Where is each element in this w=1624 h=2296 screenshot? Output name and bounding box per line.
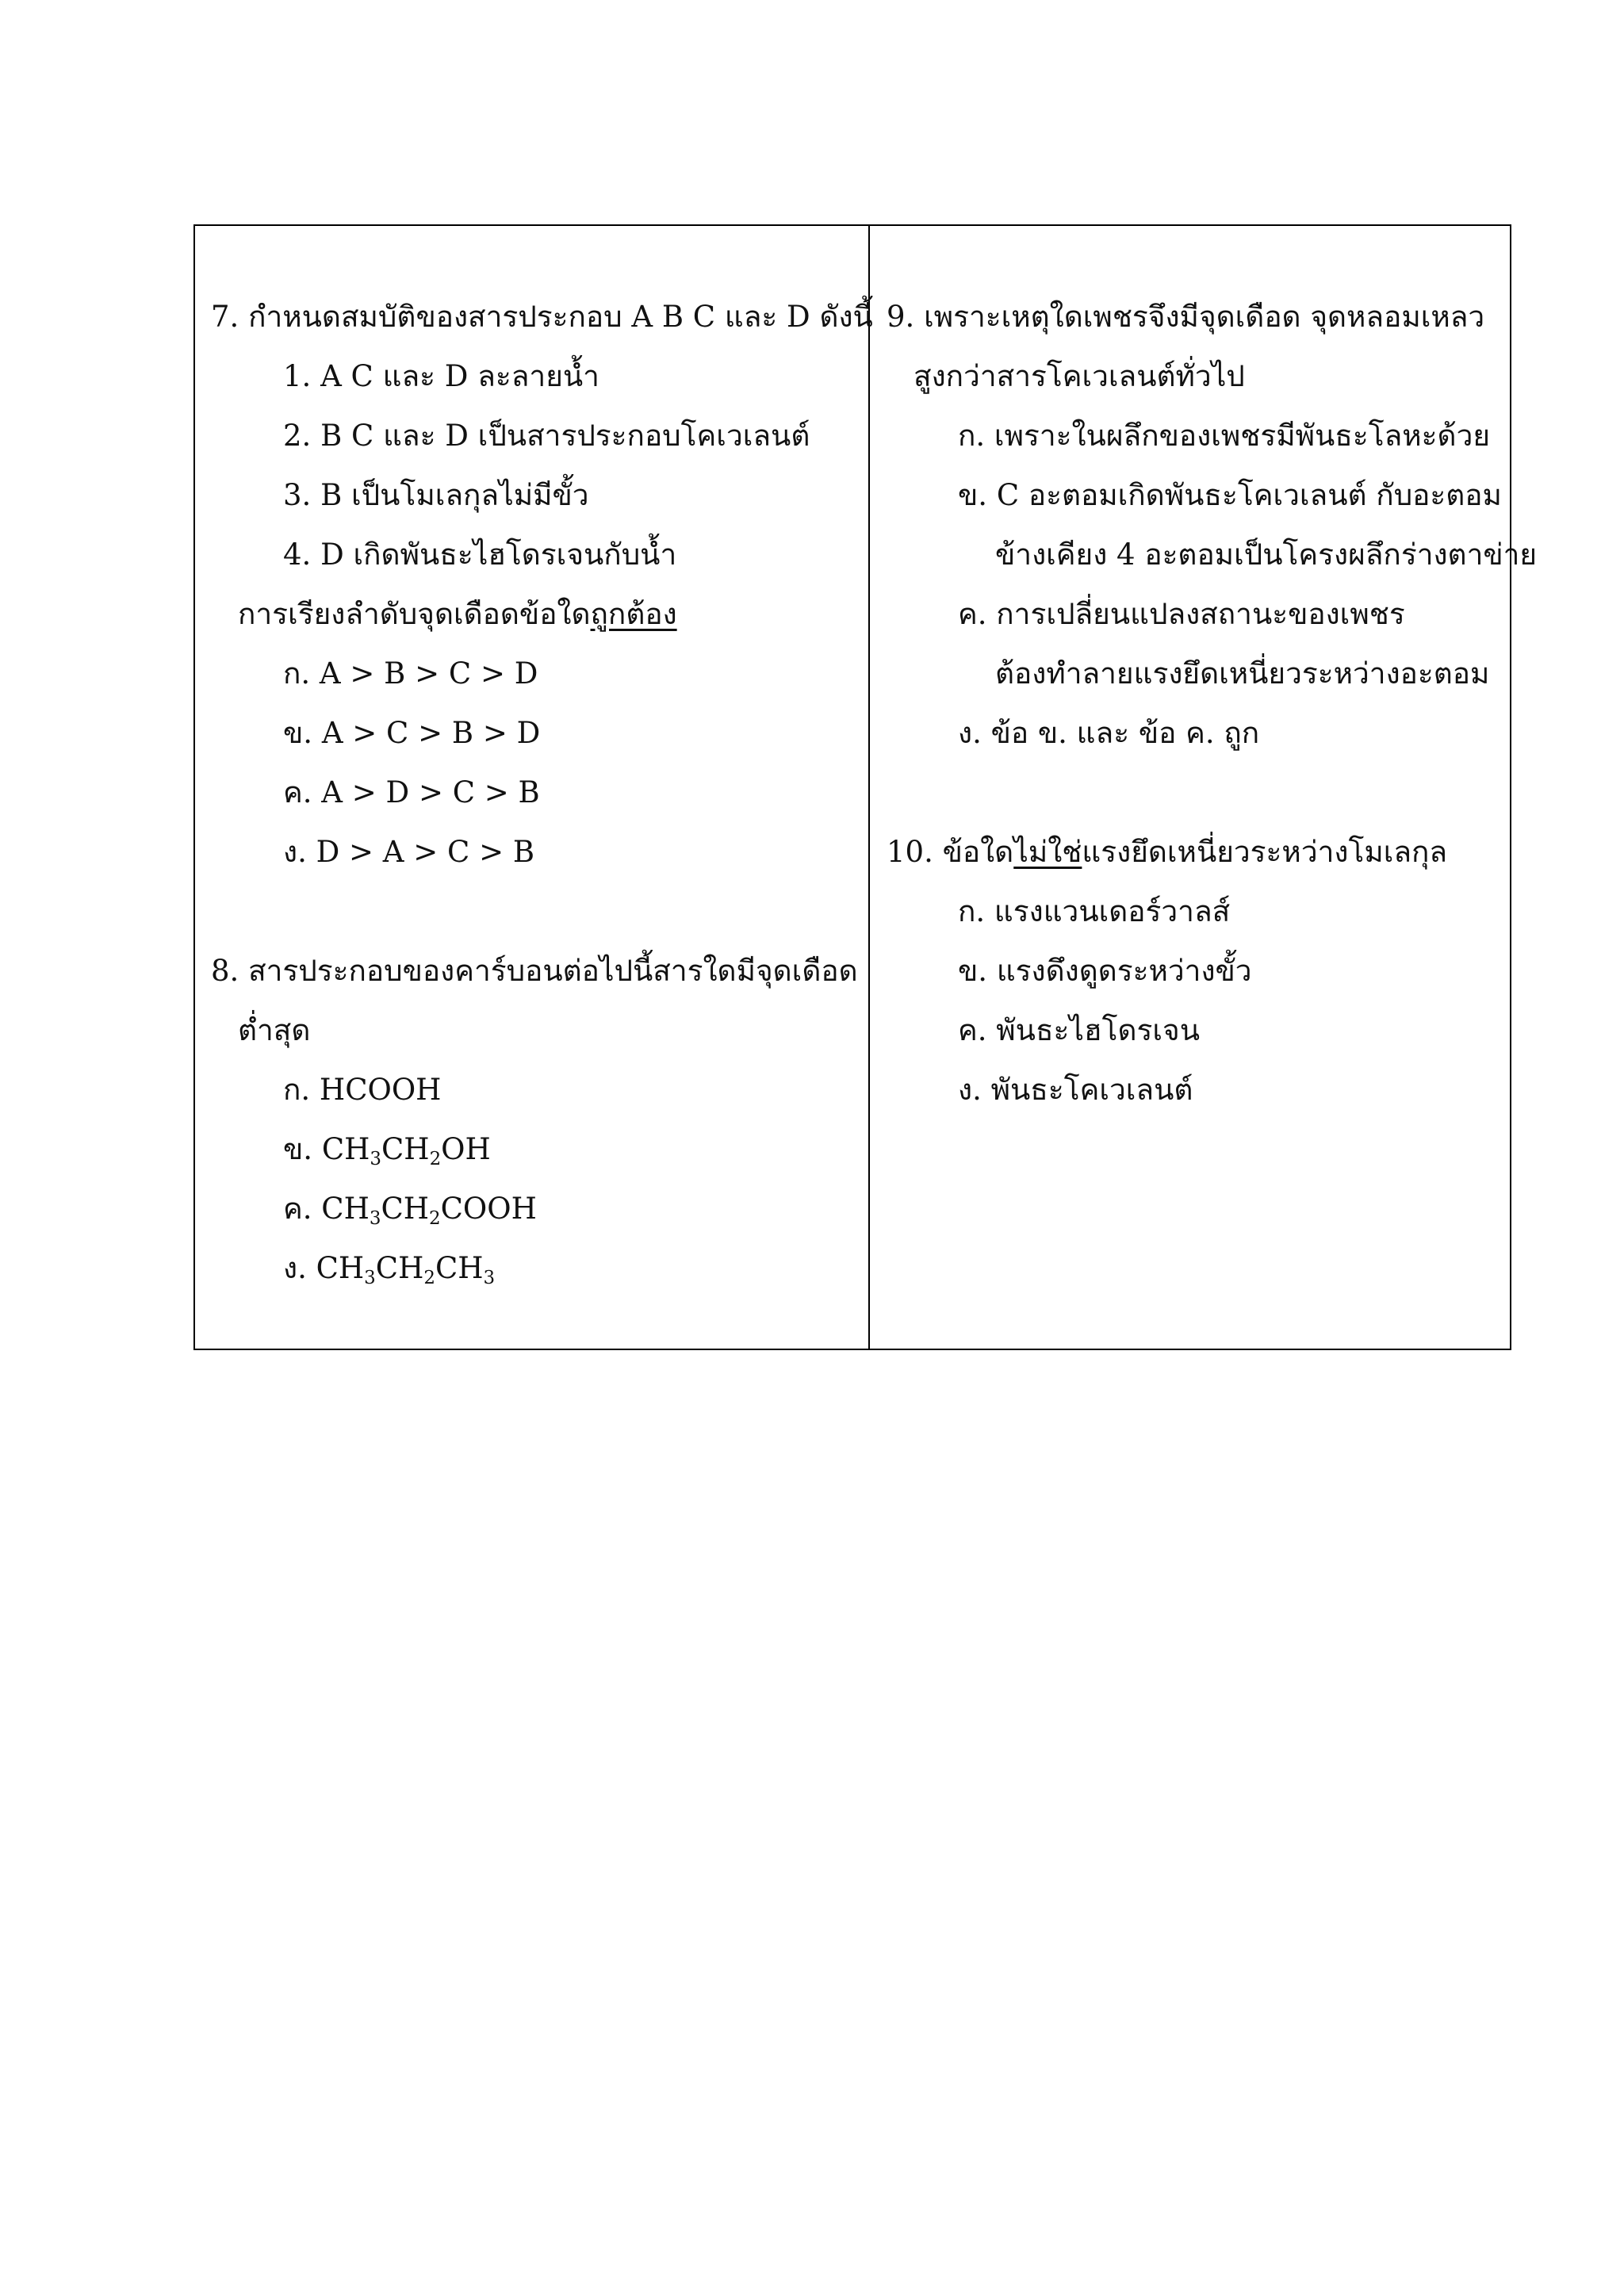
q8-stem-line-1: 8. สารประกอบของคาร์บอนต่อไปนี้สารใดมีจุดเดือด <box>211 954 858 988</box>
q7-prop-2: 2. B C และ D เป็นสารประกอบโคเวเลนต์ <box>283 419 810 453</box>
q7-choice-a: ก. A > B > C > D <box>283 656 538 691</box>
q8-choice-d <box>283 1249 495 1288</box>
q7-prompt-underlined: ถูกต้อง <box>590 597 677 631</box>
q9-choice-b-cont: ข้างเคียง 4 อะตอมเป็นโครงผลึกร่างตาข่าย <box>995 538 1538 572</box>
formula-part: COOH <box>440 1192 537 1226</box>
formula-subscript: 2 <box>429 1148 442 1169</box>
formula-subscript: 2 <box>429 1207 441 1229</box>
q7-prop-3: 3. B เป็นโมเลกุลไม่มีขั้ว <box>283 478 589 512</box>
formula-part: CH <box>316 1251 365 1285</box>
q10-choice-d: ง. พันธะโคเวเลนต์ <box>958 1073 1193 1107</box>
q10-choice-c: ค. พันธะไฮโดรเจน <box>958 1013 1200 1047</box>
q8-choice-d-label: ง. <box>283 1251 316 1285</box>
q9-choice-b: ข. C อะตอมเกิดพันธะโคเวเลนต์ กับอะตอม <box>958 478 1502 512</box>
formula-subscript: 3 <box>364 1267 376 1288</box>
q8-choice-b <box>283 1130 491 1169</box>
q10-stem-post: แรงยึดเหนี่ยวระหว่างโมเลกุล <box>1082 835 1448 869</box>
formula-subscript: 2 <box>423 1267 435 1288</box>
formula-part: OH <box>441 1132 491 1166</box>
formula-part: CH <box>375 1251 424 1285</box>
formula-subscript: 3 <box>483 1267 496 1288</box>
q9-choice-d: ง. ข้อ ข. และ ข้อ ค. ถูก <box>958 716 1260 750</box>
column-divider <box>868 226 870 1349</box>
q10-stem-pre: 10. ข้อใด <box>887 835 1014 869</box>
q8-stem-line-2: ต่ำสุด <box>238 1013 311 1047</box>
q7-prop-4: 4. D เกิดพันธะไฮโดรเจนกับน้ำ <box>283 538 677 572</box>
q8-choice-b-label: ข. <box>283 1132 322 1166</box>
formula-part: CH <box>381 1132 430 1166</box>
q10-stem <box>887 832 1447 872</box>
formula-subscript: 3 <box>370 1148 381 1169</box>
q8-choice-c-label: ค. <box>283 1192 322 1226</box>
q8-choice-a: ก. HCOOH <box>283 1073 442 1107</box>
q7-choice-b: ข. A > C > B > D <box>283 716 541 750</box>
q7-prop-1: 1. A C และ D ละลายน้ำ <box>283 359 599 393</box>
q10-choice-b: ข. แรงดึงดูดระหว่างขั้ว <box>958 954 1252 988</box>
formula-part: CH <box>321 1132 370 1166</box>
formula-part: CH <box>381 1192 430 1226</box>
q9-choice-c: ค. การเปลี่ยนแปลงสถานะของเพชร <box>958 597 1405 631</box>
q10-choice-a: ก. แรงแวนเดอร์วาลส์ <box>958 894 1231 928</box>
q9-choice-a: ก. เพราะในผลึกของเพชรมีพันธะโลหะด้วย <box>958 419 1491 453</box>
q7-choice-c: ค. A > D > C > B <box>283 775 540 809</box>
formula-part: CH <box>435 1251 484 1285</box>
q9-stem-line-1: 9. เพราะเหตุใดเพชรจึงมีจุดเดือด จุดหลอมเหลว <box>887 300 1485 334</box>
q9-stem-line-2: สูงกว่าสารโคเวเลนต์ทั่วไป <box>914 359 1245 393</box>
q7-prompt-text: การเรียงลำดับจุดเดือดข้อใด <box>238 597 591 631</box>
q9-choice-c-cont: ต้องทำลายแรงยึดเหนี่ยวระหว่างอะตอม <box>995 656 1490 691</box>
q10-stem-underlined: ไม่ใช่ <box>1013 835 1082 869</box>
q7-prompt <box>238 595 677 634</box>
q8-choice-c <box>283 1189 537 1229</box>
q7-choice-d: ง. D > A > C > B <box>283 835 535 869</box>
q7-stem: 7. กำหนดสมบัติของสารประกอบ A B C และ D ดังนี้ <box>211 300 873 334</box>
formula-subscript: 3 <box>369 1207 381 1229</box>
formula-part: CH <box>321 1192 370 1226</box>
